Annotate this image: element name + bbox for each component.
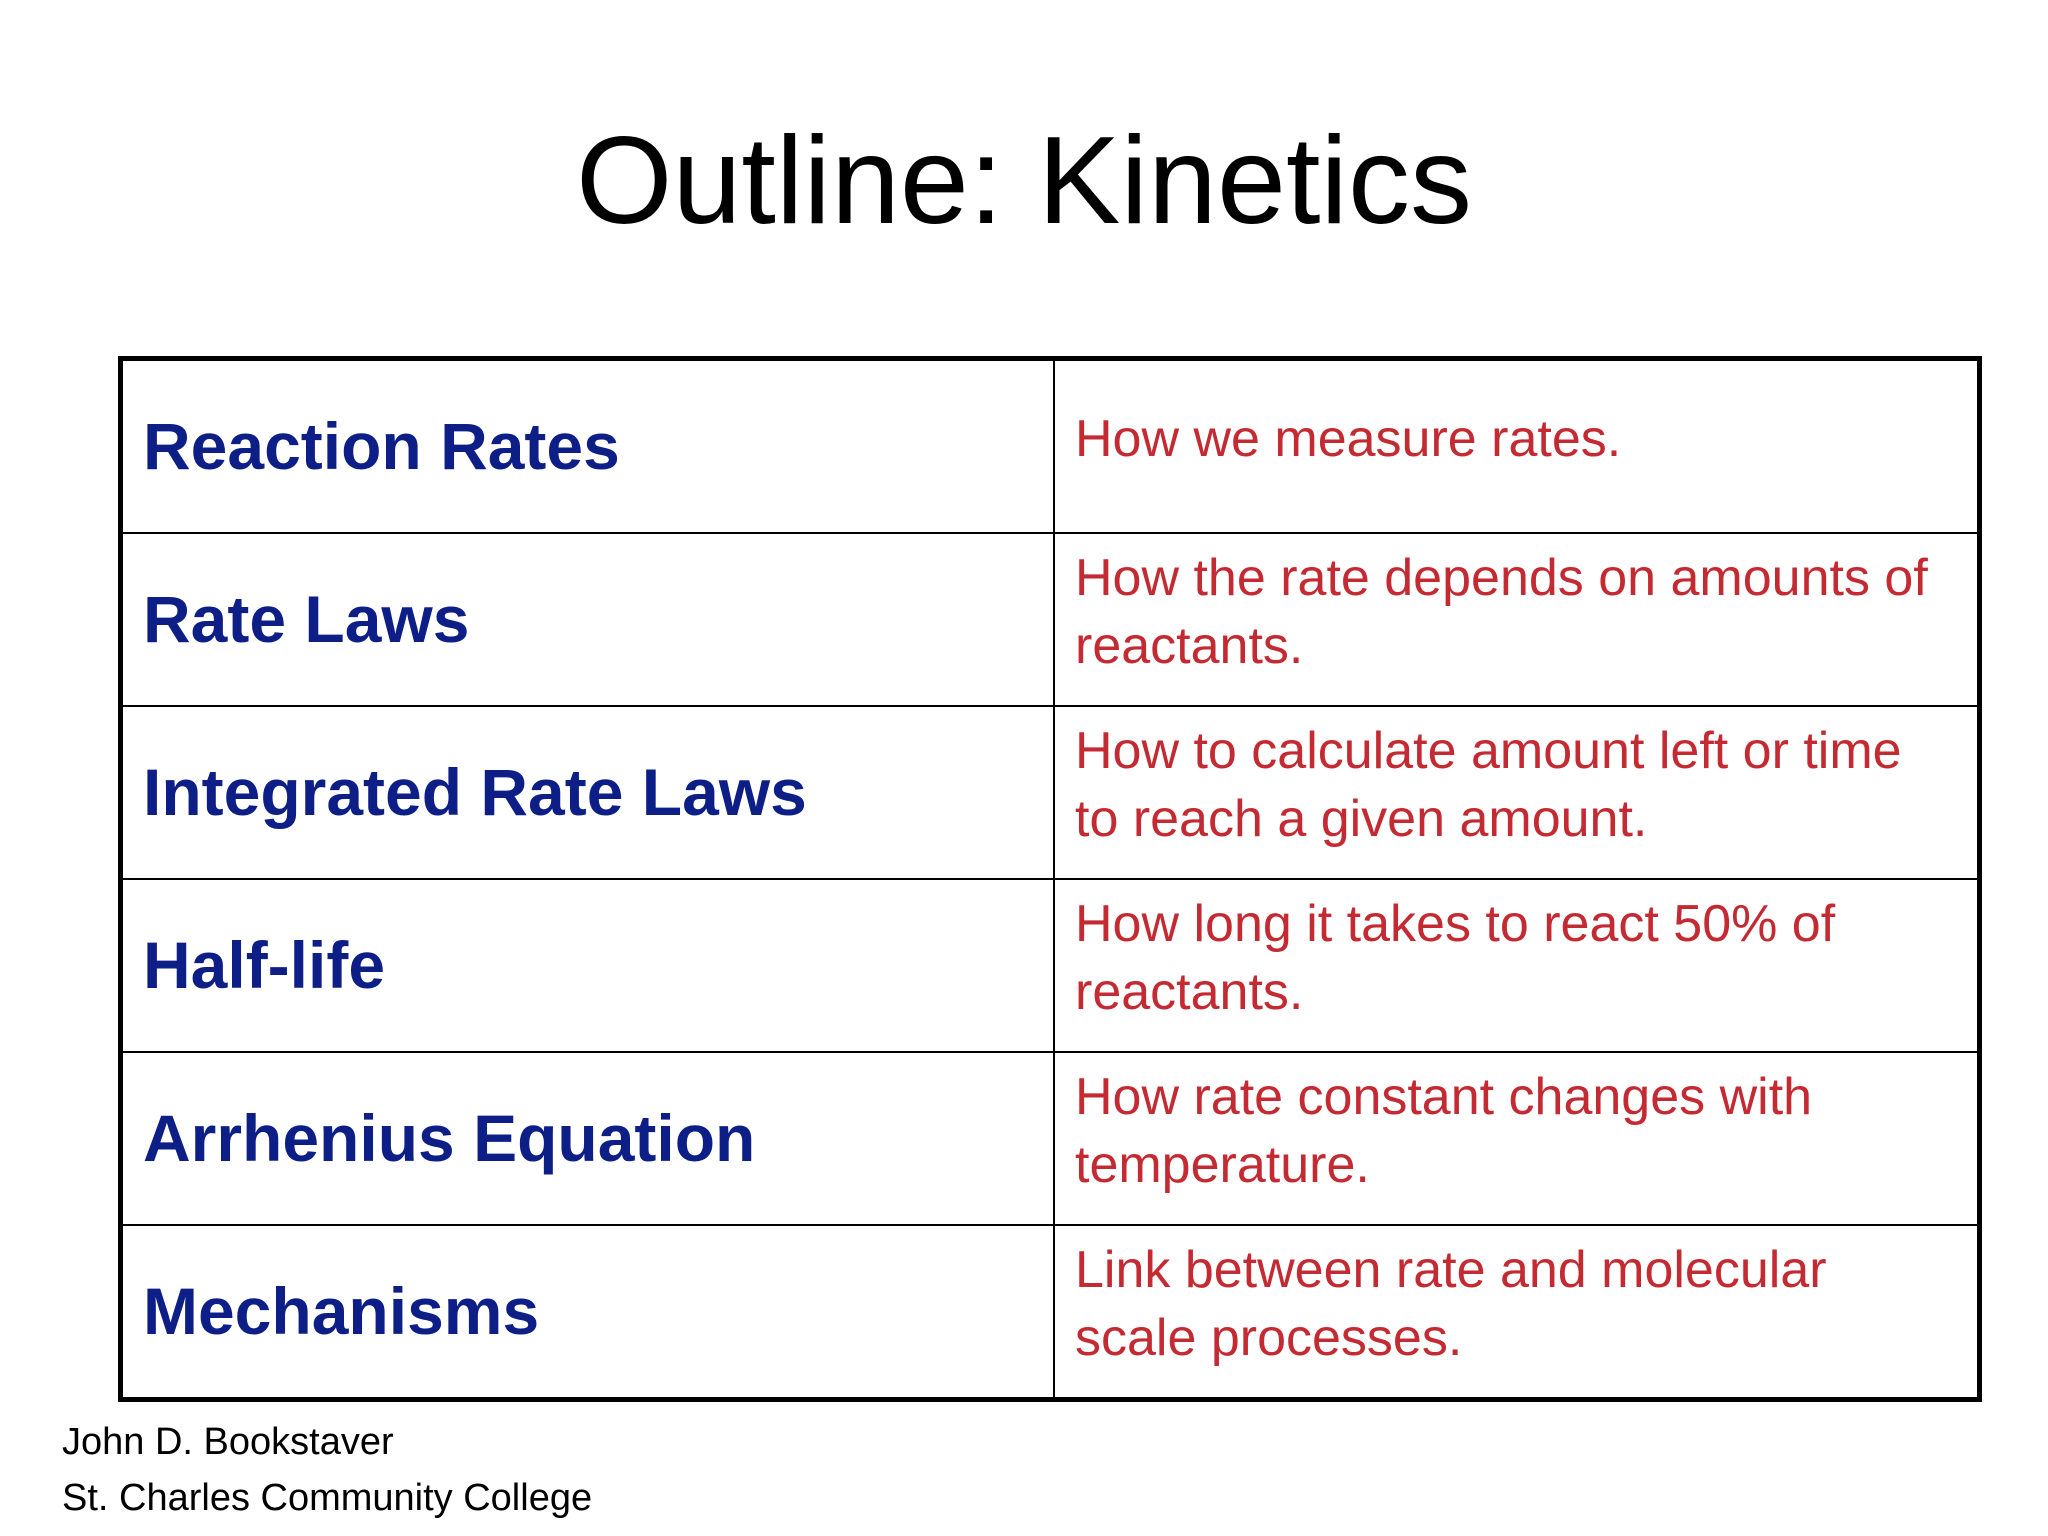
- footer-author: John D. Bookstaver: [62, 1421, 394, 1463]
- description-cell: How the rate depends on amounts of reactants.: [1054, 533, 1980, 706]
- topic-cell: Mechanisms: [121, 1225, 1055, 1400]
- table-row: [121, 879, 1980, 1052]
- table-row: [121, 1052, 1980, 1225]
- description-cell: How we measure rates.: [1054, 359, 1980, 534]
- description-cell: How to calculate amount left or time to reach a given amount.: [1054, 706, 1980, 879]
- table-row: [121, 359, 1980, 534]
- table-row: [121, 706, 1980, 879]
- outline-table: [118, 356, 1982, 1402]
- topic-cell: Reaction Rates: [121, 359, 1055, 534]
- topic-cell: Arrhenius Equation: [121, 1052, 1055, 1225]
- footer: [62, 1414, 592, 1526]
- topic-cell: Rate Laws: [121, 533, 1055, 706]
- topic-cell: Integrated Rate Laws: [121, 706, 1055, 879]
- description-cell: How long it takes to react 50% of reactants.: [1054, 879, 1980, 1052]
- footer-institution: St. Charles Community College: [62, 1477, 593, 1519]
- slide-title: Outline: Kinetics: [576, 112, 1472, 250]
- description-cell: Link between rate and molecular scale processes.: [1054, 1225, 1980, 1400]
- topic-cell: Half-life: [121, 879, 1055, 1052]
- table-row: [121, 533, 1980, 706]
- description-cell: How rate constant changes with temperature.: [1054, 1052, 1980, 1225]
- table-row: [121, 1225, 1980, 1400]
